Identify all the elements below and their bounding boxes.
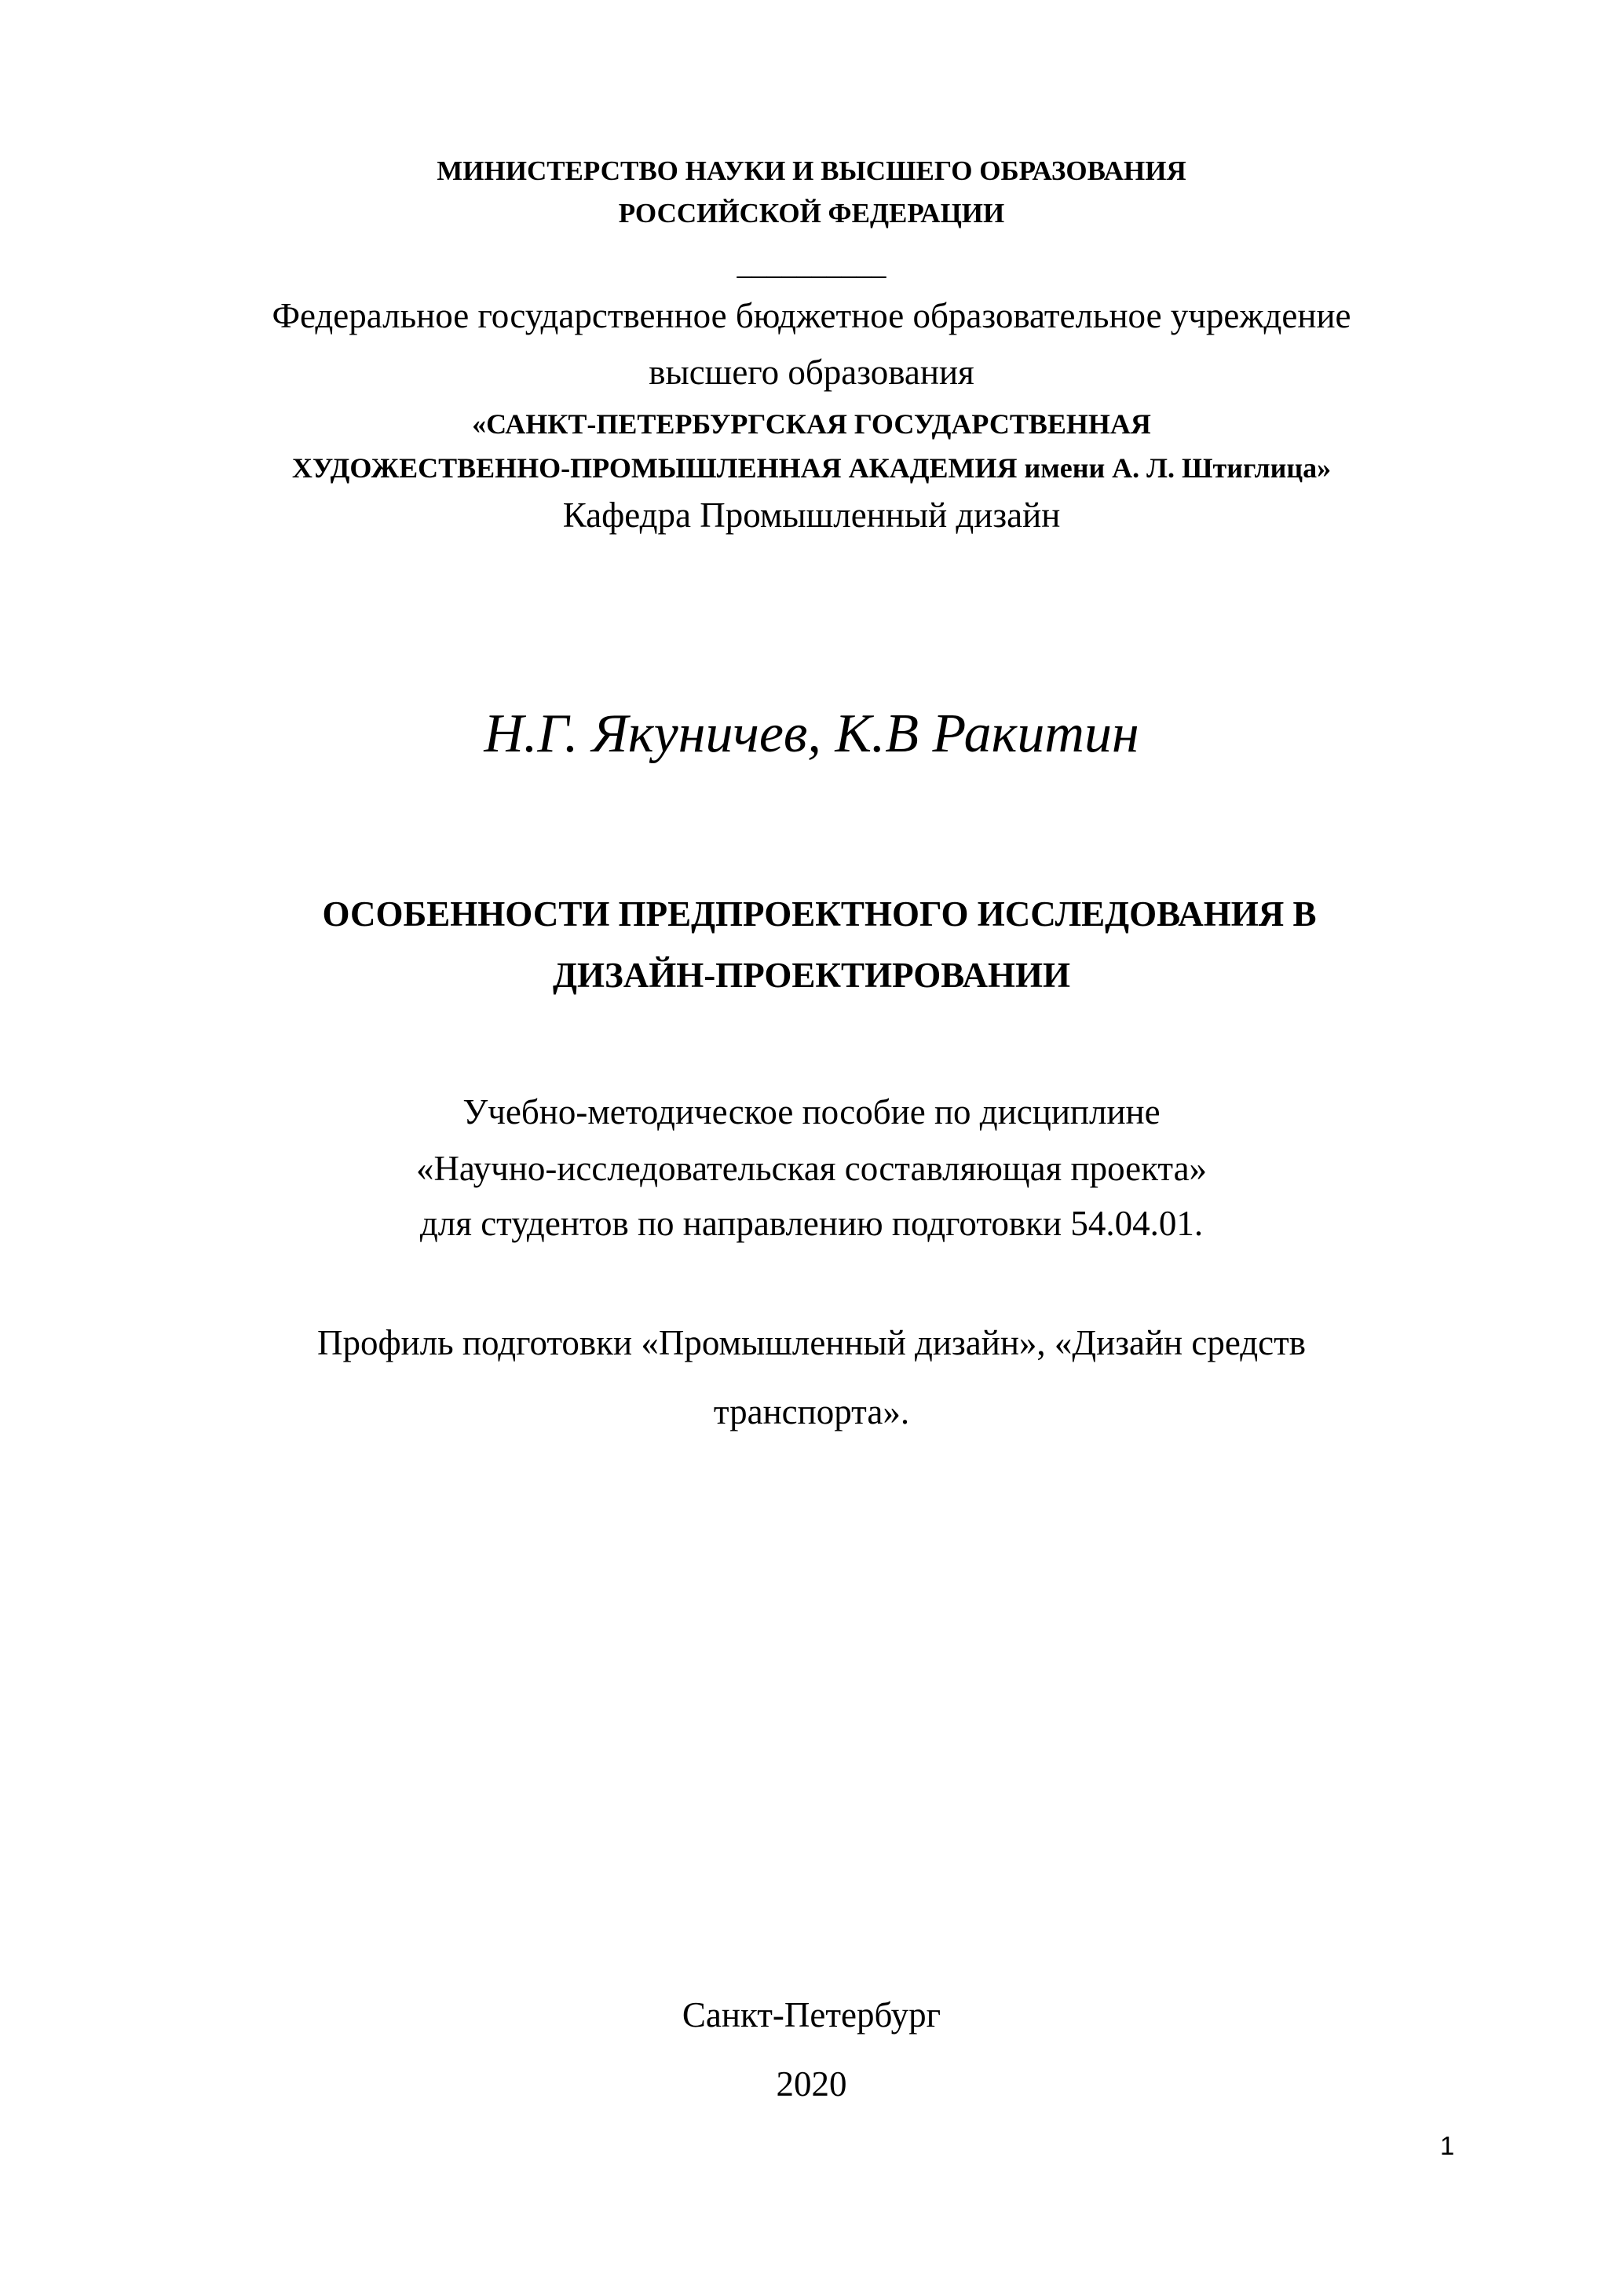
description-line2: «Научно-исследовательская составляющая проекта» bbox=[415, 1149, 1208, 1188]
department-name: Кафедра Промышленный дизайн bbox=[562, 495, 1061, 535]
description-line3: для студентов по направлению подготовки 54.04.01. bbox=[419, 1204, 1204, 1243]
profile-line1: Профиль подготовки «Промышленный дизайн», «Дизайн средств bbox=[316, 1323, 1307, 1362]
institution-type-line1: Федеральное государственное бюджетное образовательное учреждение bbox=[272, 296, 1351, 335]
document-title-line1: ОСОБЕННОСТИ ПРЕДПРОЕКТНОГО ИССЛЕДОВАНИЯ В bbox=[322, 894, 1317, 934]
academy-name-line1: «САНКТ-ПЕТЕРБУРГСКАЯ ГОСУДАРСТВЕННАЯ bbox=[472, 408, 1151, 440]
document-title-line2: ДИЗАЙН-ПРОЕКТИРОВАНИИ bbox=[552, 956, 1070, 995]
page-number: 1 bbox=[1440, 2131, 1455, 2160]
profile-line2: транспорта». bbox=[713, 1392, 910, 1431]
header-separator: __________ bbox=[737, 248, 886, 281]
ministry-name-line2: РОССИЙСКОЙ ФЕДЕРАЦИИ bbox=[618, 198, 1005, 229]
publication-year: 2020 bbox=[776, 2064, 847, 2104]
authors: Н.Г. Якуничев, К.В Ракитин bbox=[484, 704, 1139, 764]
ministry-name-line1: МИНИСТЕРСТВО НАУКИ И ВЫСШЕГО ОБРАЗОВАНИЯ bbox=[437, 155, 1186, 186]
publication-city: Санкт-Петербург bbox=[682, 1995, 941, 2035]
academy-name-line2: ХУДОЖЕСТВЕННО-ПРОМЫШЛЕННАЯ АКАДЕМИЯ имени А. Л. Штиглица» bbox=[291, 452, 1332, 484]
institution-type-line2: высшего образования bbox=[649, 353, 974, 392]
description-line1: Учебно-методическое пособие по дисциплине bbox=[462, 1092, 1161, 1132]
